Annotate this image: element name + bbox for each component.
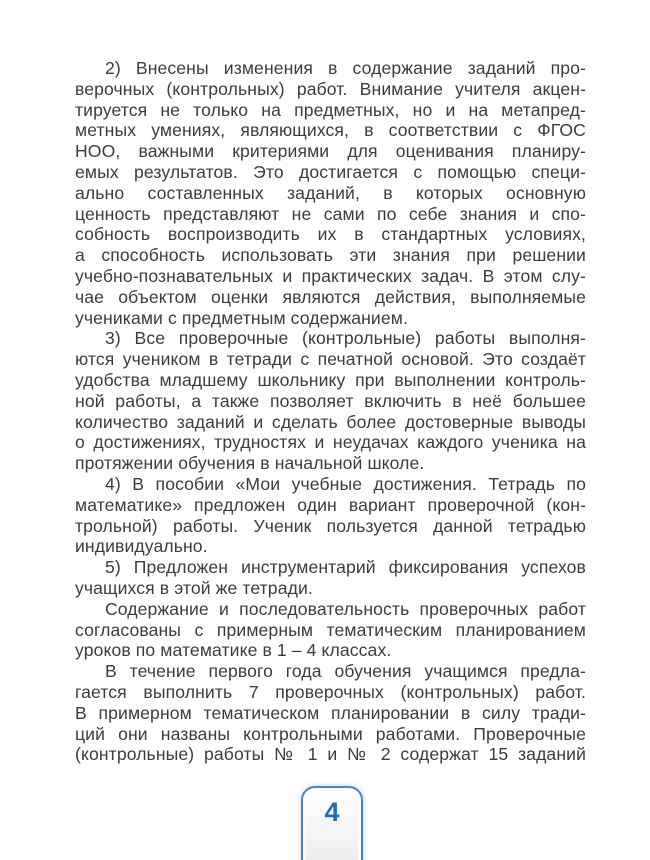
text-line: 2) Внесены изменения в содержание заданий про- — [105, 58, 586, 78]
page-number: 4 — [324, 797, 340, 827]
text-line: математике» предложен один вариант проверочной (кон- — [75, 494, 586, 515]
text-line: трольной) работы. Ученик пользуется данной тетрадью — [75, 515, 586, 536]
text-line: ально составленных заданий, в которых основную — [75, 182, 586, 203]
text-line: уроков по математике в 1 – 4 классах. — [75, 640, 392, 661]
text-line: метных умениях, являющихся, в соответствии с ФГОС — [75, 120, 586, 141]
text-line: протяжении обучения в начальной школе. — [75, 453, 425, 474]
text-line: 3) Все проверочные (контрольные) работы выполня- — [105, 328, 586, 349]
text-block — [75, 58, 586, 765]
text-line: 5) Предложен инструментарий фиксирования успехов — [105, 557, 586, 578]
text-line: согласованы с примерным тематическим планированием — [75, 619, 586, 640]
text-line: количество заданий и сделать более достоверные выводы — [75, 411, 586, 432]
text-line: о достижениях, трудностях и неудачах каждого ученика на — [75, 432, 586, 453]
text-line: ценность представляют не сами по себе знания и спо- — [75, 203, 586, 224]
text-line: НОО, важными критериями для оценивания планиру- — [75, 141, 586, 162]
text-line: В течение первого года обучения учащимся предла- — [105, 661, 586, 682]
text-line: емых результатов. Это достигается с помощью специ- — [75, 161, 586, 182]
text-line: верочных (контрольных) работ. Внимание учителя акцен- — [75, 78, 586, 99]
text-line: (контрольные) работы № 1 и № 2 содержат 15 заданий — [75, 744, 586, 765]
text-line: индивидуально. — [75, 536, 208, 557]
page-number-badge — [301, 786, 363, 860]
text-line: чае объектом оценки являются действия, выполняемые — [75, 286, 586, 307]
text-line: ются учеником в тетради с печатной основой. Это создаёт — [75, 349, 586, 370]
text-line: В примерном тематическом планировании в силу тради- — [75, 702, 586, 723]
text-line: а способность использовать эти знания при решении — [75, 245, 586, 266]
text-line: удобства младшему школьнику при выполнении контроль- — [75, 369, 586, 390]
text-line: тируется не только на предметных, но и на метапред- — [75, 99, 586, 120]
text-line: учениками с предметным содержанием. — [75, 307, 408, 328]
text-line: 4) В пособии «Мои учебные достижения. Тетрадь по — [105, 473, 586, 494]
text-line: собность воспроизводить их в стандартных условиях, — [75, 224, 586, 245]
text-line: ций они названы контрольными работами. Проверочные — [75, 723, 586, 744]
text-line: учебно-познавательных и практических задач. В этом слу- — [75, 265, 586, 286]
text-line: Содержание и последовательность проверочных работ — [105, 598, 586, 619]
text-line: учащихся в этой же тетради. — [75, 577, 313, 598]
text-line: гается выполнить 7 проверочных (контрольных) работ. — [75, 681, 586, 702]
text-line: ной работы, а также позволяет включить в неё большее — [75, 390, 586, 411]
